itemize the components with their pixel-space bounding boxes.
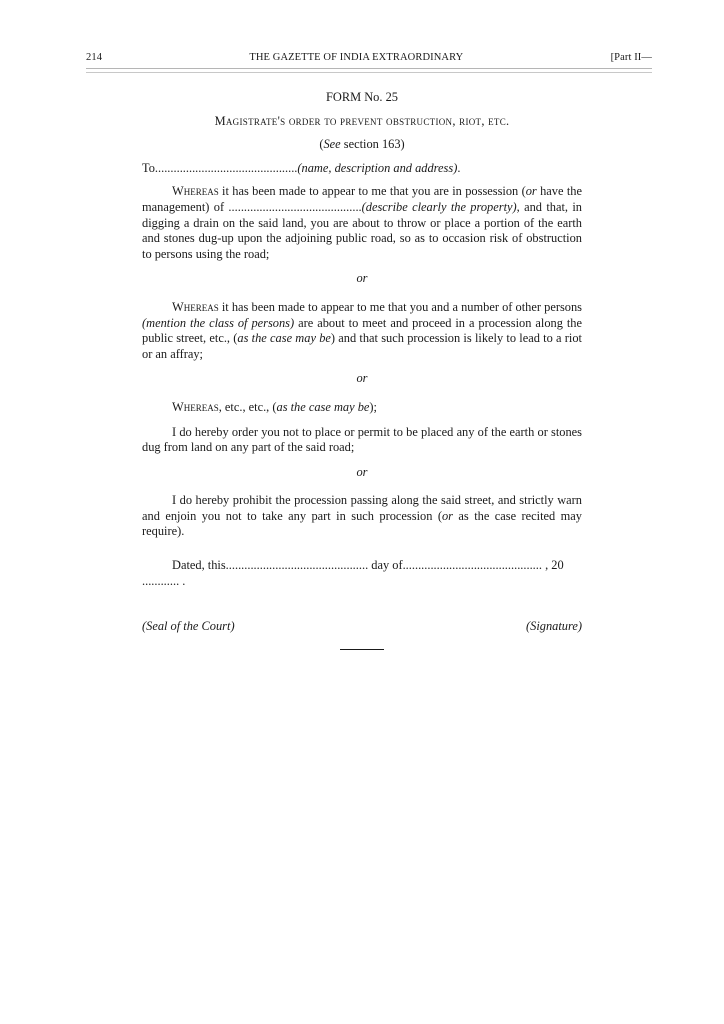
text-run: , etc., etc., (	[218, 399, 277, 414]
end-rule	[340, 649, 384, 650]
gazette-title: THE GAZETTE OF INDIA EXTRAORDINARY	[249, 52, 464, 63]
text-run: have the management) of ...........................................	[142, 184, 582, 214]
part-label: [Part II—	[610, 52, 652, 63]
addressee-hint: (name, description and address)	[297, 160, 458, 175]
to-dots: ..............................................	[154, 160, 298, 175]
running-header	[86, 52, 652, 63]
seal-of-court: (Seal of the Court)	[142, 619, 235, 634]
signature-label: (Signature)	[526, 619, 582, 634]
whereas-word: Whereas	[172, 184, 219, 199]
section-number: section 163)	[340, 137, 405, 152]
or-separator-2: or	[356, 371, 368, 386]
paragraph-whereas-3	[142, 400, 582, 416]
or-separator-1: or	[356, 271, 368, 286]
paragraph-whereas-1	[142, 184, 582, 262]
text-run: are about to meet and proceed in a procession along the public street, etc., (	[142, 315, 583, 346]
form-title: FORM No. 25	[326, 90, 398, 104]
case-hint: as the case may be	[237, 331, 331, 346]
text-run: I do hereby prohibit the procession passing along the said street, and strictly warn and enjoin you not to take any part in such procession (	[142, 493, 582, 523]
text-run: , and that, in digging a drain on the said land, you are about to throw or place a portion of the earth and stones dug-up upon the adjoining public road, so as to occasion risk of obstruction to persons using the road;	[142, 199, 582, 261]
page-number: 214	[86, 52, 103, 63]
see-word: See	[323, 137, 341, 152]
paragraph-order: I do hereby order you not to place or permit to be placed any of the earth or stones dug from land on any part of the said road;	[142, 424, 582, 455]
signature-row	[142, 619, 582, 635]
or-word: or	[525, 184, 537, 199]
property-hint: (describe clearly the property)	[361, 199, 517, 214]
text-run: it has been made to appear to me that you and a number of other persons	[218, 299, 582, 314]
form-body	[142, 90, 582, 650]
header-rule	[86, 68, 652, 73]
text-run: ) and that such procession is likely to lead to a riot or an affray;	[142, 331, 582, 361]
case-hint: as the case may be	[276, 399, 370, 414]
form-subtitle: Magistrate's order to prevent obstruction, riot, etc.	[214, 113, 510, 128]
paragraph-prohibit	[142, 493, 582, 540]
paragraph-whereas-2	[142, 300, 582, 362]
dated-line: Dated, this.............................................. day of............................................. , 20 ............ .	[142, 558, 564, 588]
whereas-word: Whereas	[172, 299, 219, 314]
section-reference: (See section 163)	[319, 137, 405, 152]
text-run: );	[369, 399, 377, 414]
or-word: or	[441, 508, 453, 523]
text-run: it has been made to appear to me that you are in possession (	[218, 184, 526, 199]
persons-hint: (mention the class of persons)	[142, 315, 295, 330]
text-run: as the case recited may require).	[142, 508, 582, 539]
whereas-word: Whereas	[172, 399, 219, 414]
addressee-line	[142, 161, 582, 177]
to-end: .	[457, 160, 461, 175]
to-word: To	[142, 160, 155, 175]
or-separator-3: or	[356, 464, 368, 479]
